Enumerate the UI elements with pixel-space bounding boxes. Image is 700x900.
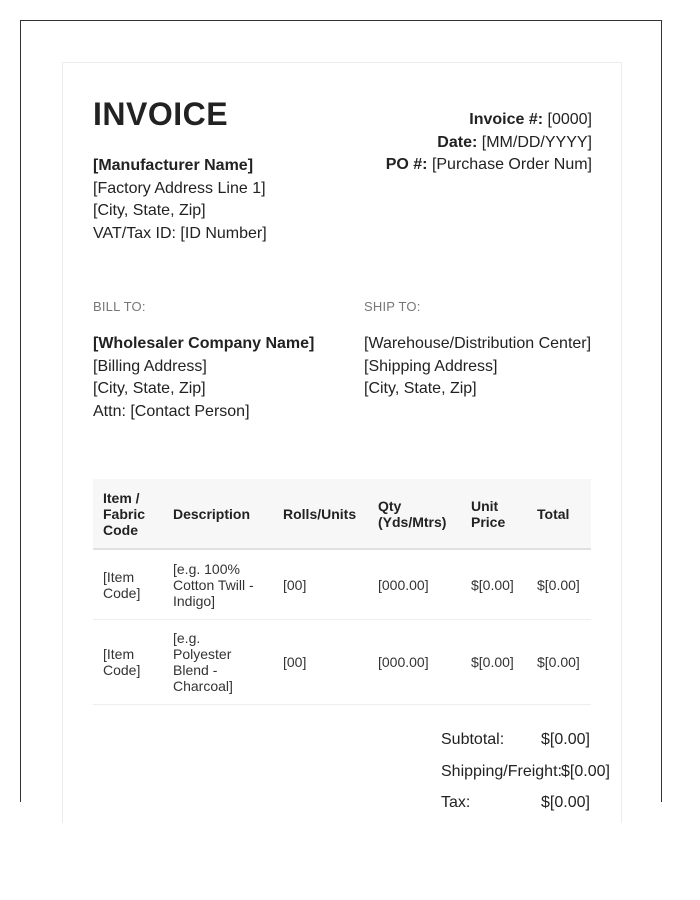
subtotal-label: Subtotal: [441,731,505,748]
header-item-code [93,479,163,549]
invoice-date-value: [MM/DD/YYYY] [481,133,592,151]
invoice-date-line [386,132,592,155]
cell-item-code [93,549,163,620]
cell-line: [e.g. [173,630,201,646]
ship-to-address: [Shipping Address] [364,357,498,375]
po-number-value: [Purchase Order Num] [431,156,592,173]
header-item-line: Fabric [103,505,146,522]
cell-total: $[0.00] [527,549,591,620]
document-frame [20,20,662,811]
line-items-table [93,479,591,705]
shipping-label: Shipping/Freight: [441,763,562,780]
invoice-title: INVOICE [93,96,229,132]
header-item-line: Item / [103,489,140,506]
cell-item-code [93,620,163,705]
manufacturer-name: [Manufacturer Name] [93,157,254,174]
invoice-number-value: [0000] [547,111,592,128]
cell-unit-price: $[0.00] [461,620,527,705]
cell-qty: [000.00] [368,549,461,620]
tax-label: Tax: [441,794,471,811]
cell-rolls: [00] [273,549,368,620]
ship-to-label: SHIP TO: [364,299,421,314]
bill-to-label: BILL TO: [93,299,146,314]
subtotal-value: $[0.00] [541,731,590,748]
header-description: Description [163,479,273,549]
cell-rolls: [00] [273,620,368,705]
header-unit-price [461,479,527,549]
manufacturer-block [93,155,267,245]
cell-line: Code] [103,584,141,601]
cell-unit-price: $[0.00] [461,549,527,620]
cell-line: Polyester [173,646,232,662]
cell-total: $[0.00] [527,620,591,705]
cell-line: Charcoal] [173,678,233,694]
invoice-meta [386,109,592,177]
ship-to-block [364,333,591,401]
header-unit-price-line: Unit [471,497,499,514]
po-number-label: PO #: [385,156,428,173]
ship-to-city: [City, State, Zip] [364,380,477,397]
invoice-number-line [386,109,592,132]
header-qty [368,479,461,549]
cell-description [163,549,273,620]
cell-line: [Item [103,646,135,662]
manufacturer-address: [Factory Address Line 1] [93,179,266,197]
cell-line: Cotton Twill - [173,576,254,593]
bill-to-address: [Billing Address] [93,357,207,375]
header-qty-line: Qty [378,497,402,514]
invoice-date-label: Date: [437,133,478,151]
cell-description [163,620,273,705]
header-unit-price-line: Price [471,513,506,530]
cell-qty: [000.00] [368,620,461,705]
table-row [93,549,591,620]
cell-line: [e.g. 100% [173,560,240,577]
cell-line: Code] [103,662,141,678]
invoice-page [62,62,622,823]
bill-to-city: [City, State, Zip] [93,380,206,397]
shipping-value: $[0.00] [561,763,610,780]
bill-to-company: [Wholesaler Company Name] [93,335,315,352]
bill-to-attn: Attn: [Contact Person] [93,402,250,420]
table-row [93,620,591,705]
cell-line: Indigo] [173,592,216,609]
header-total: Total [527,479,591,549]
bill-to-block [93,333,314,423]
manufacturer-city: [City, State, Zip] [93,202,206,219]
cell-line: Blend - [173,662,218,678]
ship-to-location: [Warehouse/Distribution Center] [364,335,592,352]
header-rolls-units: Rolls/Units [273,479,368,549]
invoice-number-label: Invoice #: [469,111,544,128]
header-qty-line: (Yds/Mtrs) [378,513,447,530]
cell-line: [Item [103,568,135,585]
table-header-row [93,479,591,549]
manufacturer-tax-id: VAT/Tax ID: [ID Number] [93,224,267,242]
po-number-line [386,154,592,177]
tax-value: $[0.00] [541,794,590,811]
header-item-line: Code [103,521,138,538]
